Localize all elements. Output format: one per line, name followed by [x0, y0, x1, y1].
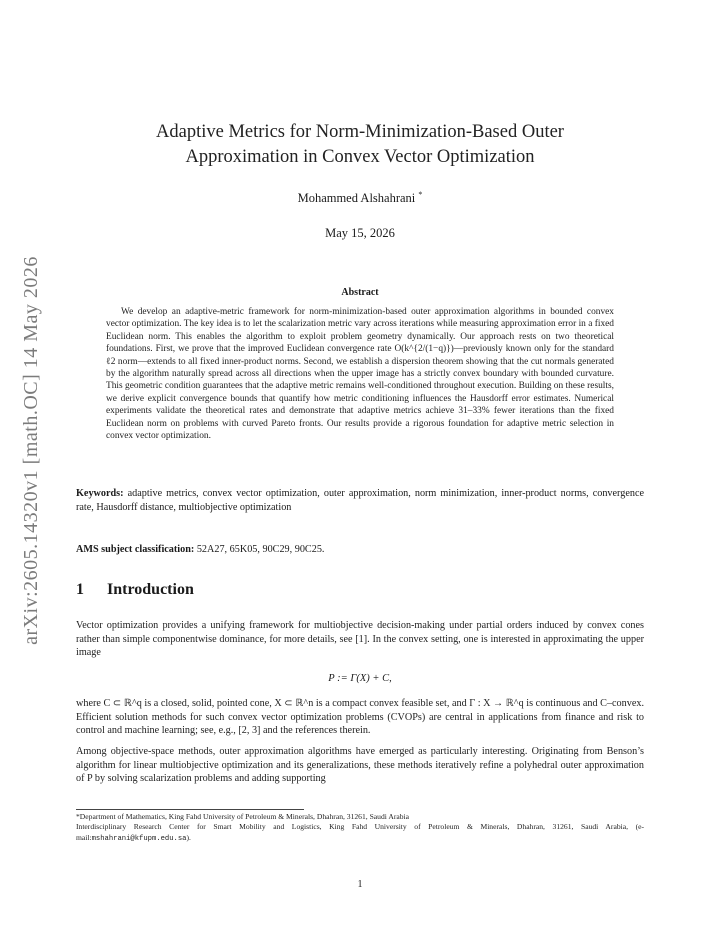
title-line-1: Adaptive Metrics for Norm-Minimization-Based Outer	[156, 122, 564, 142]
ams-classification	[76, 544, 644, 555]
abstract-text: We develop an adaptive-metric framework for norm-minimization-based outer approximation algorithms in bounded convex vector optimization. The key idea is to let the scalarization metric vary across iterations while measuring approximation error in a fixed Euclidean norm. This enables the algorithm to exploit problem geometry dynamically. Our approach rests on two theoretical foundations. First, we prove that the improved Euclidean convergence rate O(k^{2/(1−q)})—previously known only for the standard ℓ2 norm—extends to all fixed inner-product norms. Second, we establish a dispersion theorem showing that the cut normals generated by the algorithm naturally spread across all directions when the upper image has a strictly convex boundary with bounded curvature. This geometric condition guarantees that the adaptive metric remains well-conditioned throughout execution. Building on these results, we derive explicit convergence bounds that quantify how metric conditioning influences the Hausdorff error estimates. Numerical experiments validate the theoretical rates and demonstrate that adaptive metrics achieve 31–33% fewer iterations than the fixed Euclidean norm on problems with curved Pareto fronts. Our results provide a rigorous foundation for adaptive metric selection in convex vector optimization.	[106, 307, 614, 442]
page-number: 1	[357, 879, 363, 890]
keywords-block	[76, 487, 644, 514]
author-name: Mohammed Alshahrani	[297, 191, 416, 206]
keywords-text: adaptive metrics, convex vector optimization, outer approximation, norm minimization, inner-product norms, convergence rate, Hausdorff distance, multiobjective optimization	[76, 488, 645, 513]
abstract-body	[106, 306, 614, 442]
arxiv-identifier: arXiv:2605.14320v1 [math.OC] 14 May 2026	[19, 255, 42, 645]
ams-codes: 52A27, 65K05, 90C29, 90C25.	[196, 544, 325, 555]
paragraph-text: Vector optimization provides a unifying framework for multiobjective decision-making under partial orders induced by convex cones rather than simple componentwise dominance, for more details, see [1]. In the convex setting, one is interested in approximating the upper image	[76, 620, 644, 659]
equation-upper-image: P := Γ(X) + C,	[328, 673, 392, 684]
footnote-affiliation-1: *Department of Mathematics, King Fahd University of Petroleum & Minerals, Dhahran, 31261, Saudi Arabia	[76, 812, 410, 821]
section-heading	[76, 581, 194, 599]
footnote-end: ).	[186, 832, 191, 842]
paper-title	[100, 120, 620, 170]
keywords-label: Keywords:	[76, 488, 124, 499]
intro-paragraph-3	[76, 745, 644, 786]
author-footnote-mark: *	[418, 190, 423, 199]
section-title: Introduction	[107, 581, 194, 598]
footnote-affiliation-text: Interdisciplinary Research Center for Smart Mobility and Logistics, King Fahd University of Petroleum & Minerals, Dhahran, 31261, Saudi Arabia, (e-mail:	[76, 822, 644, 842]
intro-paragraph-1	[76, 619, 644, 660]
footnote-rule	[76, 809, 304, 810]
footnote-email: mshahrani@kfupm.edu.sa	[91, 834, 187, 843]
paragraph-text: Among objective-space methods, outer approximation algorithms have emerged as particularly interesting. Originating from Benson’s algorithm for linear multiobjective optimization and its generalizations, these methods iteratively refine a polyhedral outer approximation of P by solving scalarization problems and adding supporting	[76, 746, 644, 785]
arxiv-sidebar-stamp	[8, 240, 54, 660]
paragraph-text: where C ⊂ ℝ^q is a closed, solid, pointed cone, X ⊂ ℝ^n is a compact convex feasible set, and Γ : X → ℝ^q is continuous and C–convex. Efficient solution methods for such convex vector optimization problems (CVOPs) are central in applications from finance and risk to control and machine learning; see, e.g., [2, 3] and the references therein.	[76, 698, 644, 737]
footnote-affiliation-2	[76, 822, 644, 844]
ams-label: AMS subject classification:	[76, 544, 195, 555]
footnote-block	[76, 812, 644, 844]
title-line-2: Approximation in Convex Vector Optimization	[185, 147, 535, 167]
author-block	[0, 190, 720, 206]
paper-date: May 15, 2026	[325, 226, 395, 240]
intro-paragraph-2	[76, 697, 644, 738]
abstract-heading: Abstract	[341, 287, 379, 298]
section-number: 1	[76, 581, 84, 598]
